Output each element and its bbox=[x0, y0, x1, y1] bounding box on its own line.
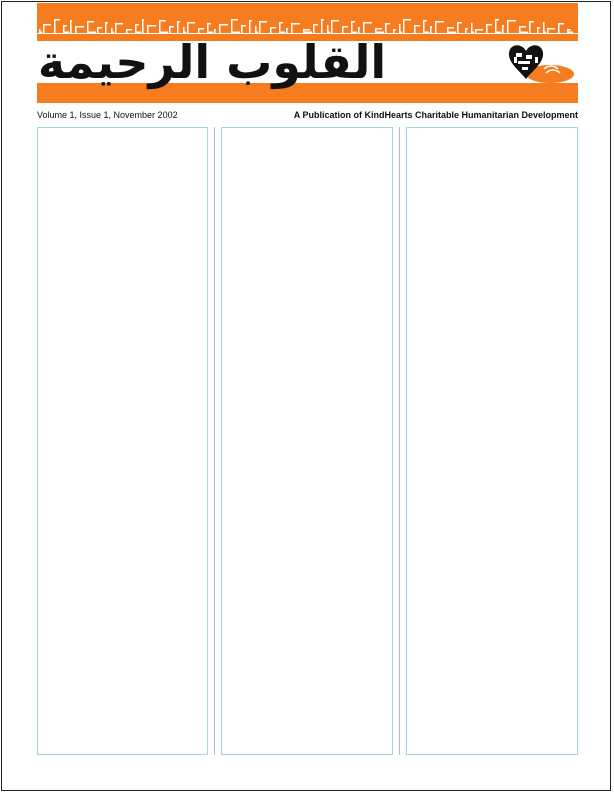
content-column-2 bbox=[221, 127, 393, 755]
kindhearts-heart-logo-icon bbox=[492, 41, 578, 87]
column-rule-2 bbox=[399, 127, 400, 755]
issue-date: Volume 1, Issue 1, November 2002 bbox=[37, 110, 178, 120]
masthead bbox=[37, 3, 578, 103]
newsletter-title: القلوب الرحيمة bbox=[37, 35, 387, 89]
content-column-1 bbox=[37, 127, 208, 755]
issue-info-line bbox=[37, 108, 578, 122]
column-rule-1 bbox=[214, 127, 215, 755]
content-column-3 bbox=[406, 127, 578, 755]
publisher-line: A Publication of KindHearts Charitable Humanitarian Development bbox=[293, 110, 578, 120]
